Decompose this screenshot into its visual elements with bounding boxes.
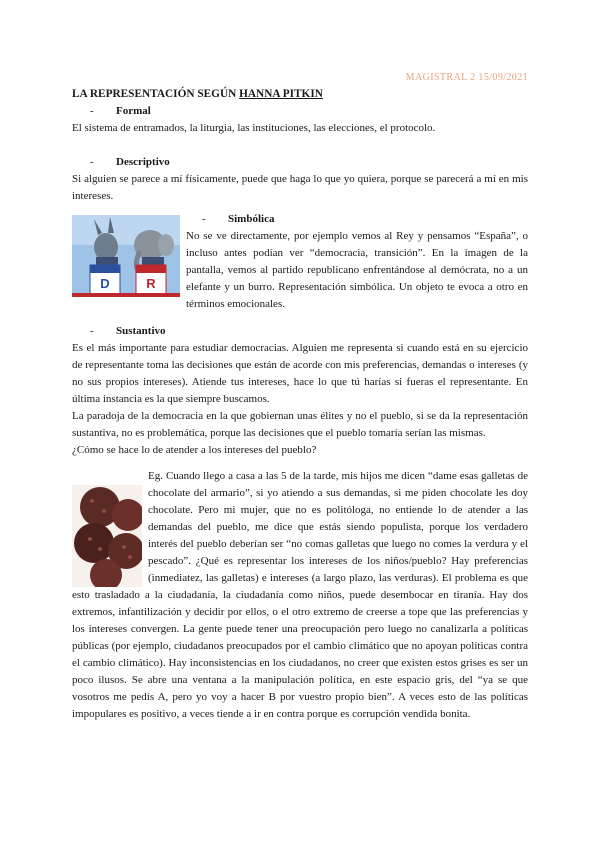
podium-right-letter: R: [146, 276, 156, 291]
simbolica-text-block: [186, 211, 528, 313]
sustantivo-example: Eg. Cuando llego a casa a las 5 de la tarde, mis hijos me dicen “dame esas galletas de chocolate del armario”, si yo atiendo a sus demandas, si me piden chocolate les doy chocolate. Pero mi mujer, que no es politóloga, no entiende lo de atender a las demandas del pueblo, me dice que estás siendo populista, porque los verdadero interés del pueblo deberían ser “no comas galletas que luego no comes la verdura y el pescado”. ¿Qué es representar los intereses de los niños/pueblo? Hay preferencias (inmediatez, las galletas) e intereses (a largo plazo, las verduras). El problema es que esto trasladado a la ciudadanía, la ciudadanía como niños, puede desembocar en tiranía. Hay dos extremos, infantilización y decidir por ellos, o el otro extremo de creerse a tope que las preferencias y los intereses convergen. La gente puede tener una preocupación pero luego no canalizarla a políticas públicas (por ejemplo, ciudadanos preocupados por el cambio climático que no apoyan políticas contra el cambio climático). Hay inconsistencias en los ciudadanos, no creer que existen estos grises es ser un poco ilusos. Se abre una ventana a la manipulación política, en este espacio gris, del “ya se que vosotros me pedís A, pero yo voy a hacer B por vuestro propio bien”. A veces esto de las políticas impopulares es positivo, a veces tiende a ir en contra porque es corrupción vendida bonita.: [72, 470, 528, 720]
donkey-elephant-debate-image: [72, 215, 180, 297]
simbolica-text: No se ve directamente, por ejemplo vemos al Rey y pensamos “España”, o incluso antes podían ver “democracia, transición”. En la imagen de la pantalla, vemos al partido republicano enfrentándose al demócrata, no a un elefante y un burro. Representación simbólica. Un objeto te evoca a otro en términos emocionales.: [186, 230, 528, 310]
bullet-dash-icon: -: [90, 105, 94, 117]
bullet-dash-icon: -: [202, 213, 206, 225]
heading-formal: - Formal: [90, 103, 528, 120]
simbolica-section: [72, 211, 528, 313]
heading-descriptivo: - Descriptivo: [90, 154, 528, 171]
title-prefix: LA REPRESENTACIÓN SEGÚN: [72, 88, 240, 100]
example-paragraph-wrap: [72, 468, 528, 723]
heading-sustantivo: - Sustantivo: [90, 323, 528, 340]
sustantivo-paragraph-2: La paradoja de la democracia en la que gobiernan unas élites y no el pueblo, si se da la representación sustantiva, no es problemática, porque las decisiones que el pueblo tomaría serían las mismas.: [72, 410, 528, 439]
course-date-header: MAGISTRAL 2 15/09/2021: [405, 72, 528, 83]
formal-text: El sistema de entramados, la liturgia, las instituciones, las elecciones, el protocolo.: [72, 122, 436, 134]
document-title: [72, 86, 528, 103]
sustantivo-question: ¿Cómo se hace lo de atender a los intereses del pueblo?: [72, 444, 317, 456]
podium-left-letter: D: [100, 276, 110, 291]
title-author: HANNA PITKIN: [239, 88, 323, 100]
descriptivo-text: Si alguien se parece a mí físicamente, puede que haga lo que yo quiera, porque se parecerá a mí en mis intereses.: [72, 173, 528, 202]
sustantivo-paragraph-1: Es el más importante para estudiar democracias. Alguien me representa si cuando está en su ejercicio de representante toma las decisiones que están de acorde con mis preferencias, demandas o intereses (y no sus propios intereses). Atiende tus intereses, hace lo que tú harías si fueras el representante. En última instancia es la que siempre buscamos.: [72, 342, 528, 405]
heading-simbolica: - Simbólica: [202, 211, 528, 228]
bullet-dash-icon: -: [90, 156, 94, 168]
bullet-dash-icon: -: [90, 325, 94, 337]
